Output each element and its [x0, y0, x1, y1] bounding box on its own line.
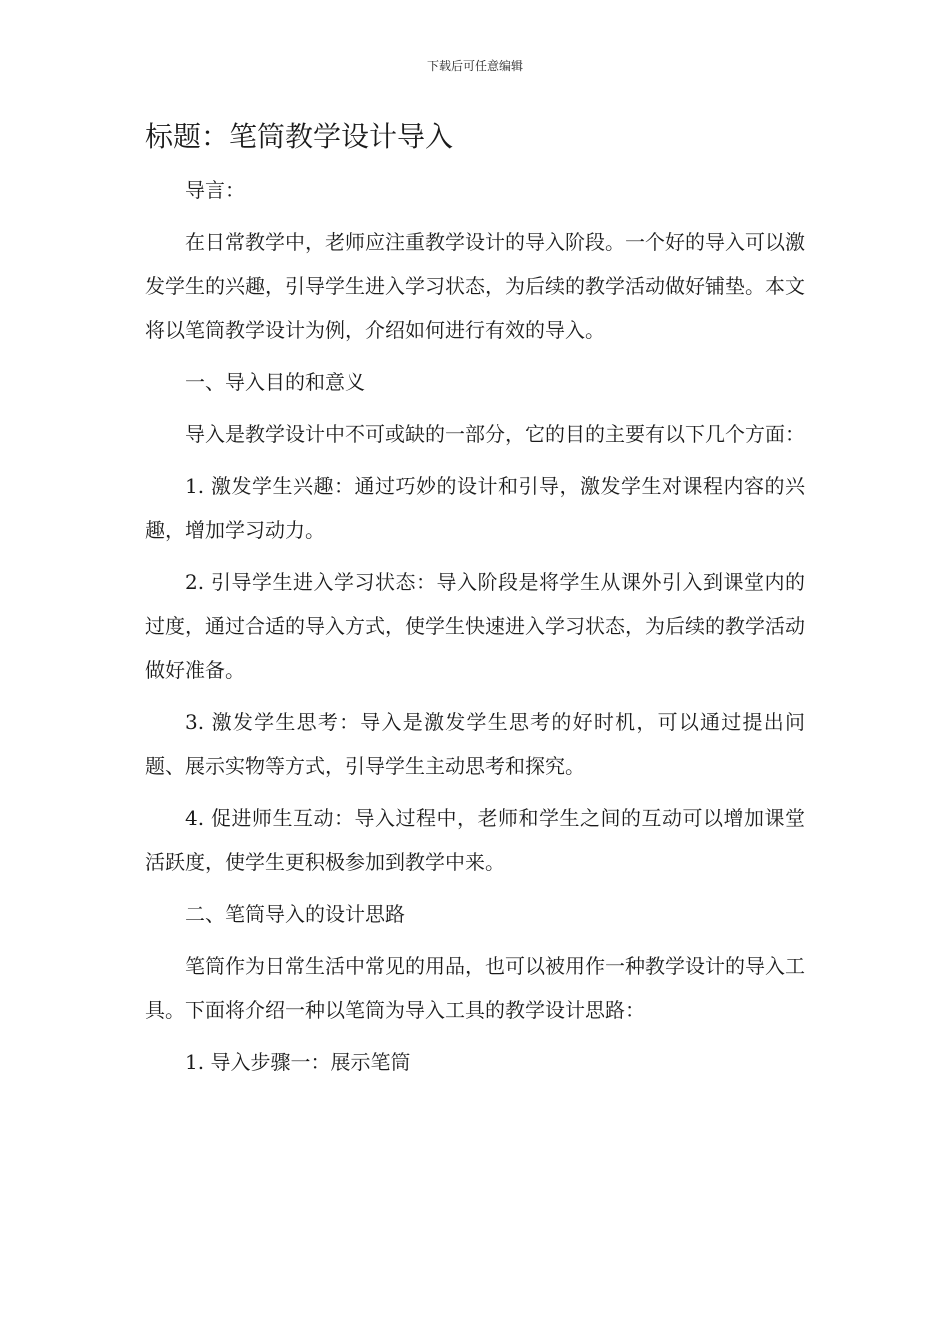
page-header-note: 下载后可任意编辑 [426, 59, 523, 73]
document-body [145, 168, 805, 1092]
paragraph-purpose: 导入是教学设计中不可或缺的一部分，它的目的主要有以下几个方面： [185, 422, 805, 446]
step-item-1: 1. 导入步骤一：展示笔筒 [185, 1050, 411, 1074]
list-item-4: 4. 促进师生互动：导入过程中，老师和学生之间的互动可以增加课堂活跃度，使学生更积极参加到教学中来。 [145, 806, 805, 874]
list-item-3: 3. 激发学生思考：导入是激发学生思考的好时机，可以通过提出问题、展示实物等方式，引导学生主动思考和探究。 [145, 710, 805, 778]
list-item-2: 2. 引导学生进入学习状态：导入阶段是将学生从课外引入到课堂内的过度，通过合适的导入方式，使学生快速进入学习状态，为后续的教学活动做好准备。 [145, 570, 805, 682]
section-heading-2: 二、笔筒导入的设计思路 [185, 902, 405, 926]
paragraph-design: 笔筒作为日常生活中常见的用品，也可以被用作一种教学设计的导入工具。下面将介绍一种以笔筒为导入工具的教学设计思路： [145, 954, 805, 1022]
list-item-1: 1. 激发学生兴趣：通过巧妙的设计和引导，激发学生对课程内容的兴趣，增加学习动力。 [145, 474, 805, 542]
section-heading-1: 一、导入目的和意义 [185, 370, 365, 394]
paragraph-intro: 在日常教学中，老师应注重教学设计的导入阶段。一个好的导入可以激发学生的兴趣，引导学生进入学习状态，为后续的教学活动做好铺垫。本文将以笔筒教学设计为例，介绍如何进行有效的导入。 [145, 230, 805, 342]
document-title: 标题：笔筒教学设计导入 [145, 120, 454, 153]
paragraph-intro-label: 导言： [185, 178, 245, 202]
